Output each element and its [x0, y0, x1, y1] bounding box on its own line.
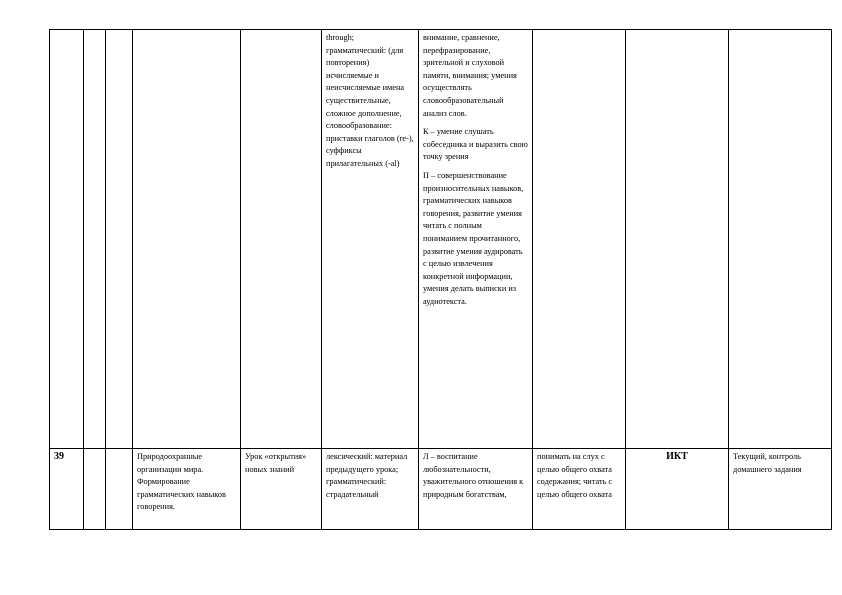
cell-topic — [133, 30, 241, 449]
table-row-continued — [50, 30, 832, 449]
cell-control: Текущий, контроль домашнего задания — [729, 449, 832, 530]
lesson-plan-table — [49, 29, 832, 530]
cell-grammar: through; грамматический: (для повторения) исчисляемые и неисчисляемые имена существительные, сложное дополнение, словообразование: приставки глаголов (re-), суффиксы прилагательных (-al) — [322, 30, 419, 449]
cell-control — [729, 30, 832, 449]
cell-activity: понимать на слух с целью общего охвата содержания; читать с целью общего охвата — [533, 449, 626, 530]
cell-lesson-type — [241, 30, 322, 449]
cell-topic: Природоохранные организации мира. Формирование грамматических навыков говорения. — [133, 449, 241, 530]
cell-lesson-type: Урок «открытия» новых знаний — [241, 449, 322, 530]
uud-paragraph: внимание, сравнение, перефразирование, зрительной и слуховой памяти, внимания; умения осуществлять словообразовательный анализ слов. — [423, 33, 517, 118]
cell-fact-date — [106, 30, 133, 449]
table-row-39 — [50, 449, 832, 530]
cell-uud: Л – воспитание любознательности, уважительного отношения к природным богатствам, — [419, 449, 533, 530]
cell-plan-date — [84, 30, 106, 449]
cell-activity — [533, 30, 626, 449]
uud-paragraph: П – совершенствование произносительных навыков, грамматических навыков говорения, развитие умения читать с полным пониманием прочитанного, развитие умения аудировать с целью извлечения конкретной информации, умения делать выписки из аудиотекста. — [423, 170, 524, 306]
cell-num — [50, 30, 84, 449]
cell-ict: ИКТ — [626, 449, 729, 530]
cell-ict — [626, 30, 729, 449]
cell-grammar: лексический: материал предыдущего урока; грамматический: страдательный — [322, 449, 419, 530]
cell-num: 39 — [50, 449, 84, 530]
cell-uud — [419, 30, 533, 449]
uud-paragraph: К – умение слушать собеседника и выразить свою точку зрения — [423, 127, 528, 162]
cell-fact-date — [106, 449, 133, 530]
cell-plan-date — [84, 449, 106, 530]
